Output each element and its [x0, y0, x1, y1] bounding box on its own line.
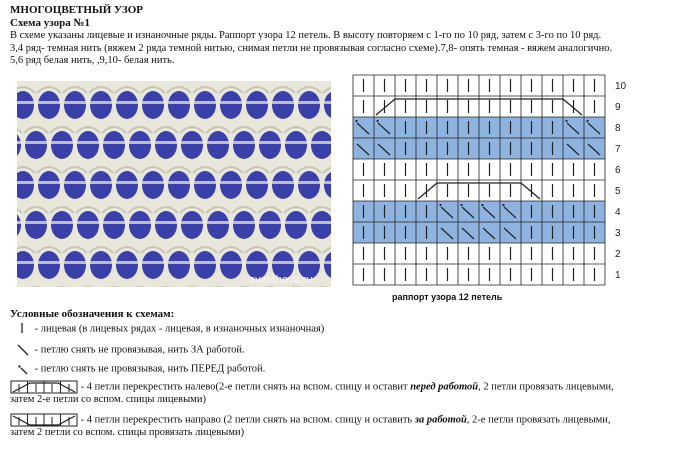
- light-stripe: [205, 221, 231, 224]
- light-stripe: [140, 101, 166, 104]
- dark-stitch-blob: [220, 171, 242, 199]
- dark-stitch-blob: [90, 91, 112, 119]
- slip-front-dot: [439, 204, 441, 206]
- slip-front-dot: [460, 204, 462, 206]
- dark-stitch-blob: [207, 131, 229, 159]
- light-stripe: [62, 101, 88, 104]
- dark-stitch-blob: [90, 251, 112, 279]
- light-stripe: [153, 141, 179, 144]
- row-number-label: 2: [615, 249, 621, 260]
- dark-stitch-blob: [25, 211, 47, 239]
- light-stripe: [114, 181, 140, 184]
- light-stripe: [192, 101, 218, 104]
- legend-item-slip-behind: - петлю снять не провязывая, нить ЗА работой.: [10, 343, 700, 357]
- dark-stitch-blob: [38, 91, 60, 119]
- light-stripe: [231, 221, 257, 224]
- dark-stitch-blob: [272, 91, 294, 119]
- row-number-label: 1: [615, 270, 621, 281]
- dark-stitch-blob: [181, 131, 203, 159]
- light-stripe: [127, 221, 153, 224]
- legend-item-slip-front: - петлю снять не провязывая, нить ПЕРЕД работой.: [10, 362, 700, 376]
- light-stripe: [36, 101, 62, 104]
- light-stripe: [322, 101, 331, 104]
- light-stripe: [17, 141, 23, 144]
- row-number-label: 4: [615, 207, 621, 218]
- light-stripe: [166, 101, 192, 104]
- dark-stitch-blob: [129, 211, 151, 239]
- light-stripe: [140, 181, 166, 184]
- light-stripe: [296, 181, 322, 184]
- light-stripe: [49, 141, 75, 144]
- dark-stitch-blob: [298, 171, 320, 199]
- dark-stitch-blob: [194, 171, 216, 199]
- dark-stitch-blob: [64, 171, 86, 199]
- light-stripe: [296, 261, 322, 264]
- dark-stitch-blob: [168, 251, 190, 279]
- light-stripe: [283, 221, 309, 224]
- light-stripe: [101, 141, 127, 144]
- dark-stitch-blob: [116, 251, 138, 279]
- light-stripe: [114, 261, 140, 264]
- light-stripe: [218, 261, 244, 264]
- pattern-subtitle: Схема узора №1: [10, 17, 90, 29]
- light-stripe: [231, 141, 257, 144]
- dark-stitch-blob: [155, 211, 177, 239]
- legend-item-cross-left: - 4 петли перекрестить налево(2-е петли снять на вспом. спицу и оставит перед работой, 2 петли провязать лицевыми, затем 2-е петли со вспом. спицы лицевыми): [10, 381, 614, 405]
- light-stripe: [36, 181, 62, 184]
- chart-caption: раппорт узора 12 петель: [392, 292, 503, 302]
- dark-stitch-blob: [233, 211, 255, 239]
- row-number-label: 6: [615, 165, 621, 176]
- dark-stitch-blob: [103, 211, 125, 239]
- light-stripe: [88, 101, 114, 104]
- light-stripe: [179, 141, 205, 144]
- dark-stitch-blob: [155, 131, 177, 159]
- light-stripe: [114, 101, 140, 104]
- light-stripe: [153, 221, 179, 224]
- slip-front-dot: [481, 204, 483, 206]
- dark-stitch-blob: [116, 91, 138, 119]
- light-stripe: [257, 221, 283, 224]
- row-number-label: 7: [615, 144, 621, 155]
- light-stripe: [309, 221, 331, 224]
- light-stripe: [23, 141, 49, 144]
- row-number-label: 5: [615, 186, 621, 197]
- light-stripe: [179, 221, 205, 224]
- legend-title: Условные обозначения к схемам:: [10, 308, 175, 320]
- light-stripe: [88, 181, 114, 184]
- light-stripe: [17, 101, 36, 104]
- dark-stitch-blob: [220, 251, 242, 279]
- light-stripe: [166, 181, 192, 184]
- light-stripe: [244, 101, 270, 104]
- dark-stitch-blob: [38, 251, 60, 279]
- dark-stitch-blob: [64, 91, 86, 119]
- slip-front-dot: [502, 204, 504, 206]
- light-stripe: [36, 261, 62, 264]
- row-number-label: 9: [615, 102, 621, 113]
- light-stripe: [17, 221, 23, 224]
- dark-stitch-blob: [181, 211, 203, 239]
- slip-front-dot: [376, 120, 378, 122]
- knitted-sample-photo: [17, 81, 331, 287]
- dark-stitch-blob: [103, 131, 125, 159]
- dark-stitch-blob: [168, 91, 190, 119]
- dark-stitch-blob: [25, 131, 47, 159]
- row-number-label: 10: [615, 81, 627, 92]
- light-stripe: [62, 181, 88, 184]
- light-stripe: [283, 141, 309, 144]
- light-stripe: [23, 221, 49, 224]
- light-stripe: [17, 261, 36, 264]
- knit-stitch-icon: [10, 322, 32, 336]
- page-title: МНОГОЦВЕТНЫЙ УЗОР: [10, 4, 144, 16]
- cross-right-icon: [10, 413, 78, 427]
- light-stripe: [322, 181, 331, 184]
- light-stripe: [322, 261, 331, 264]
- light-stripe: [244, 181, 270, 184]
- dark-stitch-blob: [285, 211, 307, 239]
- dark-stitch-blob: [168, 171, 190, 199]
- dark-stitch-blob: [259, 211, 281, 239]
- intro-text: [10, 30, 700, 68]
- dark-stitch-blob: [194, 91, 216, 119]
- light-stripe: [17, 181, 36, 184]
- dark-stitch-blob: [285, 131, 307, 159]
- dark-stitch-blob: [90, 171, 112, 199]
- dark-stitch-blob: [272, 171, 294, 199]
- light-stripe: [140, 261, 166, 264]
- light-stripe: [127, 141, 153, 144]
- dark-stitch-blob: [51, 211, 73, 239]
- light-stripe: [218, 181, 244, 184]
- dark-stitch-blob: [142, 171, 164, 199]
- dark-stitch-blob: [142, 91, 164, 119]
- light-stripe: [309, 141, 331, 144]
- light-stripe: [62, 261, 88, 264]
- light-stripe: [166, 261, 192, 264]
- light-stripe: [88, 261, 114, 264]
- light-stripe: [101, 221, 127, 224]
- light-stripe: [75, 141, 101, 144]
- dark-stitch-blob: [246, 171, 268, 199]
- light-stripe: [218, 101, 244, 104]
- slip-front-dot: [586, 120, 588, 122]
- legend-item-knit: - лицевая (в лицевых рядах - лицевая, в изнаночных изнаночная): [10, 322, 700, 336]
- dark-stitch-blob: [129, 131, 151, 159]
- light-stripe: [75, 221, 101, 224]
- slip-front-dot: [355, 120, 357, 122]
- light-stripe: [49, 221, 75, 224]
- dark-stitch-blob: [51, 131, 73, 159]
- light-stripe: [205, 141, 231, 144]
- dark-stitch-blob: [298, 91, 320, 119]
- slip-front-dot: [565, 120, 567, 122]
- watermark-text: avercheva.ru: [249, 274, 313, 286]
- legend-item-cross-right: - 4 петли перекрестить направо (2 петли снять на вспом. спицу и оставить за работой, 2-е петли провязать лицевыми, затем 2 петли со вспом. спицы провязать лицевыми): [10, 414, 611, 438]
- light-stripe: [270, 101, 296, 104]
- dark-stitch-blob: [38, 171, 60, 199]
- slip-front-icon: [10, 362, 32, 376]
- dark-stitch-blob: [142, 251, 164, 279]
- row-number-label: 8: [615, 123, 621, 134]
- dark-stitch-blob: [220, 91, 242, 119]
- intro-line: 3,4 ряд- темная нить (вяжем 2 ряда темной нитью, снимая петли не провязывая согласно схеме).7,8- опять темная - вяжем аналогично.: [10, 42, 613, 54]
- slip-behind-icon: [10, 343, 32, 357]
- row-number-label: 3: [615, 228, 621, 239]
- intro-line: 5,6 ряд белая нить, ,9,10- белая нить.: [10, 55, 175, 66]
- dark-stitch-blob: [77, 131, 99, 159]
- pattern-chart: [350, 72, 640, 288]
- light-stripe: [270, 181, 296, 184]
- dark-stitch-blob: [259, 131, 281, 159]
- dark-stitch-blob: [246, 91, 268, 119]
- intro-line: В схеме указаны лицевые и изнаночные ряды. Раппорт узора 12 петель. В высоту повторяем с 1-го по 10 ряд, затем с 3-го по 10 ряд.: [10, 30, 602, 41]
- dark-stitch-blob: [194, 251, 216, 279]
- dark-stitch-blob: [77, 211, 99, 239]
- light-stripe: [192, 181, 218, 184]
- light-stripe: [244, 261, 270, 264]
- light-stripe: [270, 261, 296, 264]
- dark-stitch-blob: [233, 131, 255, 159]
- light-stripe: [296, 101, 322, 104]
- dark-stitch-blob: [207, 211, 229, 239]
- light-stripe: [192, 261, 218, 264]
- dark-stitch-blob: [64, 251, 86, 279]
- light-stripe: [257, 141, 283, 144]
- dark-stitch-blob: [116, 171, 138, 199]
- cross-left-icon: [10, 380, 78, 394]
